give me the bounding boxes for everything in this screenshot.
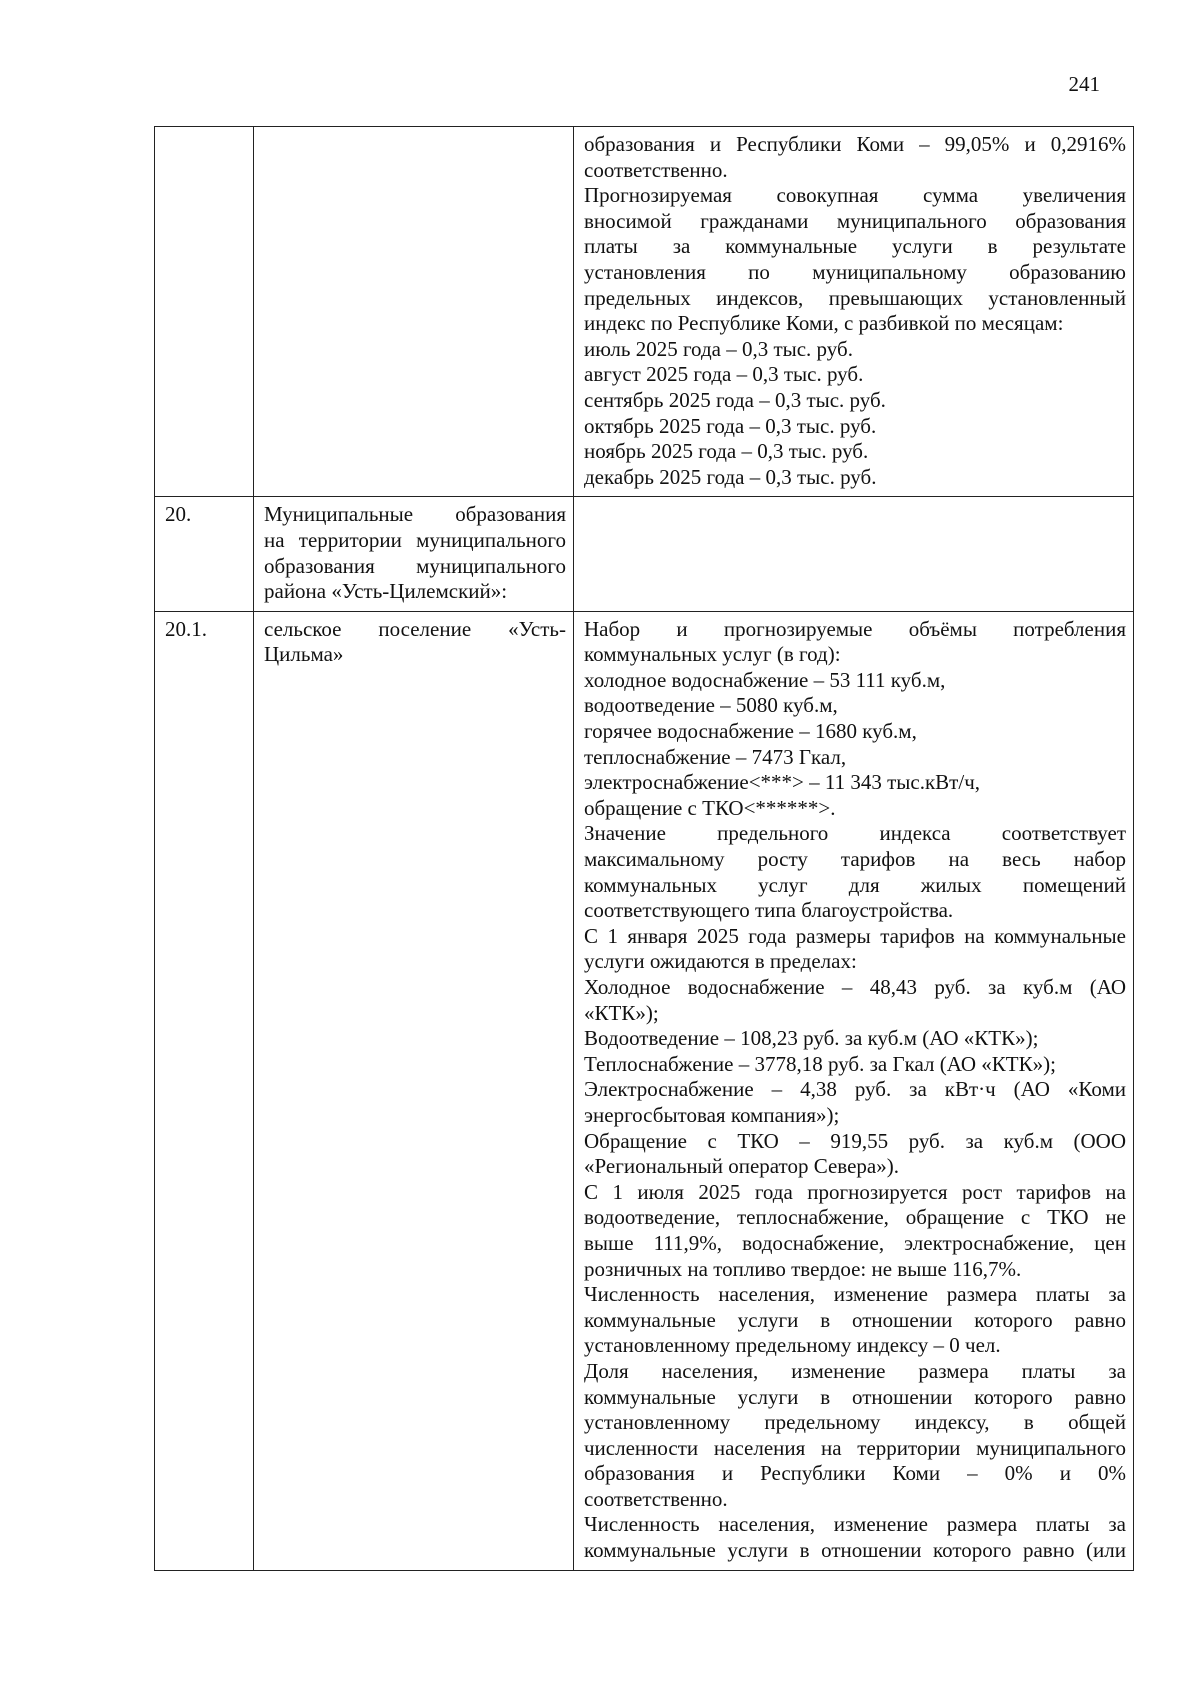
name-line: Муниципальные образования xyxy=(264,502,566,527)
text-line: Численность населения, изменение размера платы за xyxy=(584,1512,1126,1537)
text-line: август 2025 года – 0,3 тыс. руб. xyxy=(584,362,864,387)
name-line: района «Усть-Цилемский»: xyxy=(264,579,508,604)
name-line: образования муниципального xyxy=(264,553,566,578)
text-line: Холодное водоснабжение – 48,43 руб. за куб.м (АО xyxy=(584,975,1126,999)
table-row xyxy=(155,611,1134,1570)
table-row xyxy=(155,497,1134,611)
municipality-name-cell xyxy=(254,497,574,611)
name-line: сельское поселение «Усть- xyxy=(264,616,566,641)
text-line: электроснабжение<***> – 11 343 тыс.кВт/ч, xyxy=(584,770,981,795)
description-cell xyxy=(574,497,1134,611)
text-line: индекс по Республике Коми, с разбивкой по месяцам: xyxy=(584,311,1064,336)
table-row xyxy=(155,127,1134,497)
text-line: коммунальных услуг для жилых помещений xyxy=(584,872,1126,897)
municipality-name-cell xyxy=(254,611,574,1570)
row-number-cell xyxy=(155,127,254,497)
text-line: установления по муниципальному образованию xyxy=(584,259,1126,284)
text-line: теплоснабжение – 7473 Гкал, xyxy=(584,744,847,769)
text-line: максимальному росту тарифов на весь набор xyxy=(584,847,1126,872)
text-line: Численность населения, изменение размера платы за xyxy=(584,1282,1126,1307)
text-line: Прогнозируемая совокупная сумма увеличения xyxy=(584,183,1126,208)
text-line: соответственно. xyxy=(584,1486,728,1511)
text-line: образования и Республики Коми – 0% и 0% xyxy=(584,1461,1126,1486)
tariff-table xyxy=(154,126,1134,1571)
text-line: «Региональный оператор Севера»). xyxy=(584,1154,899,1179)
text-line: Теплоснабжение – 3778,18 руб. за Гкал (АО «КТК»); xyxy=(584,1051,1056,1076)
text-line: декабрь 2025 года – 0,3 тыс. руб. xyxy=(584,464,877,489)
text-line: Набор и прогнозируемые объёмы потребления xyxy=(584,616,1126,641)
text-line: соответствующего типа благоустройства. xyxy=(584,898,954,923)
text-line: Электроснабжение – 4,38 руб. за кВт·ч (АО «Коми xyxy=(584,1077,1126,1102)
text-line: коммунальные услуги в отношении которого равно (или xyxy=(584,1538,1126,1563)
text-line: водоотведение, теплоснабжение, обращение с ТКО не xyxy=(584,1205,1126,1230)
text-line: соответственно. xyxy=(584,157,728,182)
name-line: Цильма» xyxy=(264,642,344,667)
text-line: сентябрь 2025 года – 0,3 тыс. руб. xyxy=(584,387,886,412)
text-line: Значение предельного индекса соответствует xyxy=(584,821,1126,846)
text-line: установленному предельному индексу – 0 чел. xyxy=(584,1333,1001,1358)
text-line: июль 2025 года – 0,3 тыс. руб. xyxy=(584,336,853,361)
text-line: октябрь 2025 года – 0,3 тыс. руб. xyxy=(584,413,877,438)
text-line: «КТК»); xyxy=(584,1000,659,1025)
text-line: розничных на топливо твердое: не выше 116,7%. xyxy=(584,1256,1022,1281)
text-line: предельных индексов, превышающих установленный xyxy=(584,285,1126,310)
text-line: платы за коммунальные услуги в результате xyxy=(584,234,1126,259)
text-line: коммунальные услуги в отношении которого равно xyxy=(584,1384,1126,1409)
text-line: обращение с ТКО<******>. xyxy=(584,795,836,820)
text-line: Доля населения, изменение размера платы за xyxy=(584,1358,1126,1383)
municipality-name-cell xyxy=(254,127,574,497)
text-line: горячее водоснабжение – 1680 куб.м, xyxy=(584,719,917,744)
row-number-cell: 20.1. xyxy=(155,611,254,1570)
text-line: водоотведение – 5080 куб.м, xyxy=(584,693,838,718)
name-line: на территории муниципального xyxy=(264,527,566,552)
text-line: Водоотведение – 108,23 руб. за куб.м (АО «КТК»); xyxy=(584,1026,1039,1051)
description-cell xyxy=(574,127,1134,497)
text-line: установленному предельному индексу, в общей xyxy=(584,1410,1126,1435)
text-line: численности населения на территории муниципального xyxy=(584,1435,1126,1460)
description-cell xyxy=(574,611,1134,1570)
row-number-cell: 20. xyxy=(155,497,254,611)
text-line: энергосбытовая компания»); xyxy=(584,1102,840,1127)
text-line: Обращение с ТКО – 919,55 руб. за куб.м (ООО xyxy=(584,1128,1126,1153)
text-line: коммунальных услуг (в год): xyxy=(584,642,841,667)
text-line: холодное водоснабжение – 53 111 куб.м, xyxy=(584,667,946,692)
text-line: вносимой гражданами муниципального образования xyxy=(584,208,1126,233)
page-number: 241 xyxy=(1068,72,1100,96)
text-line: услуги ожидаются в пределах: xyxy=(584,949,857,974)
text-line: коммунальные услуги в отношении которого равно xyxy=(584,1307,1126,1332)
text-line: ноябрь 2025 года – 0,3 тыс. руб. xyxy=(584,439,869,464)
text-line: образования и Республики Коми – 99,05% и 0,2916% xyxy=(584,132,1126,156)
text-line: С 1 июля 2025 года прогнозируется рост тарифов на xyxy=(584,1179,1126,1204)
text-line: выше 111,9%, водоснабжение, электроснабжение, цен xyxy=(584,1230,1126,1255)
text-line: С 1 января 2025 года размеры тарифов на коммунальные xyxy=(584,923,1126,948)
